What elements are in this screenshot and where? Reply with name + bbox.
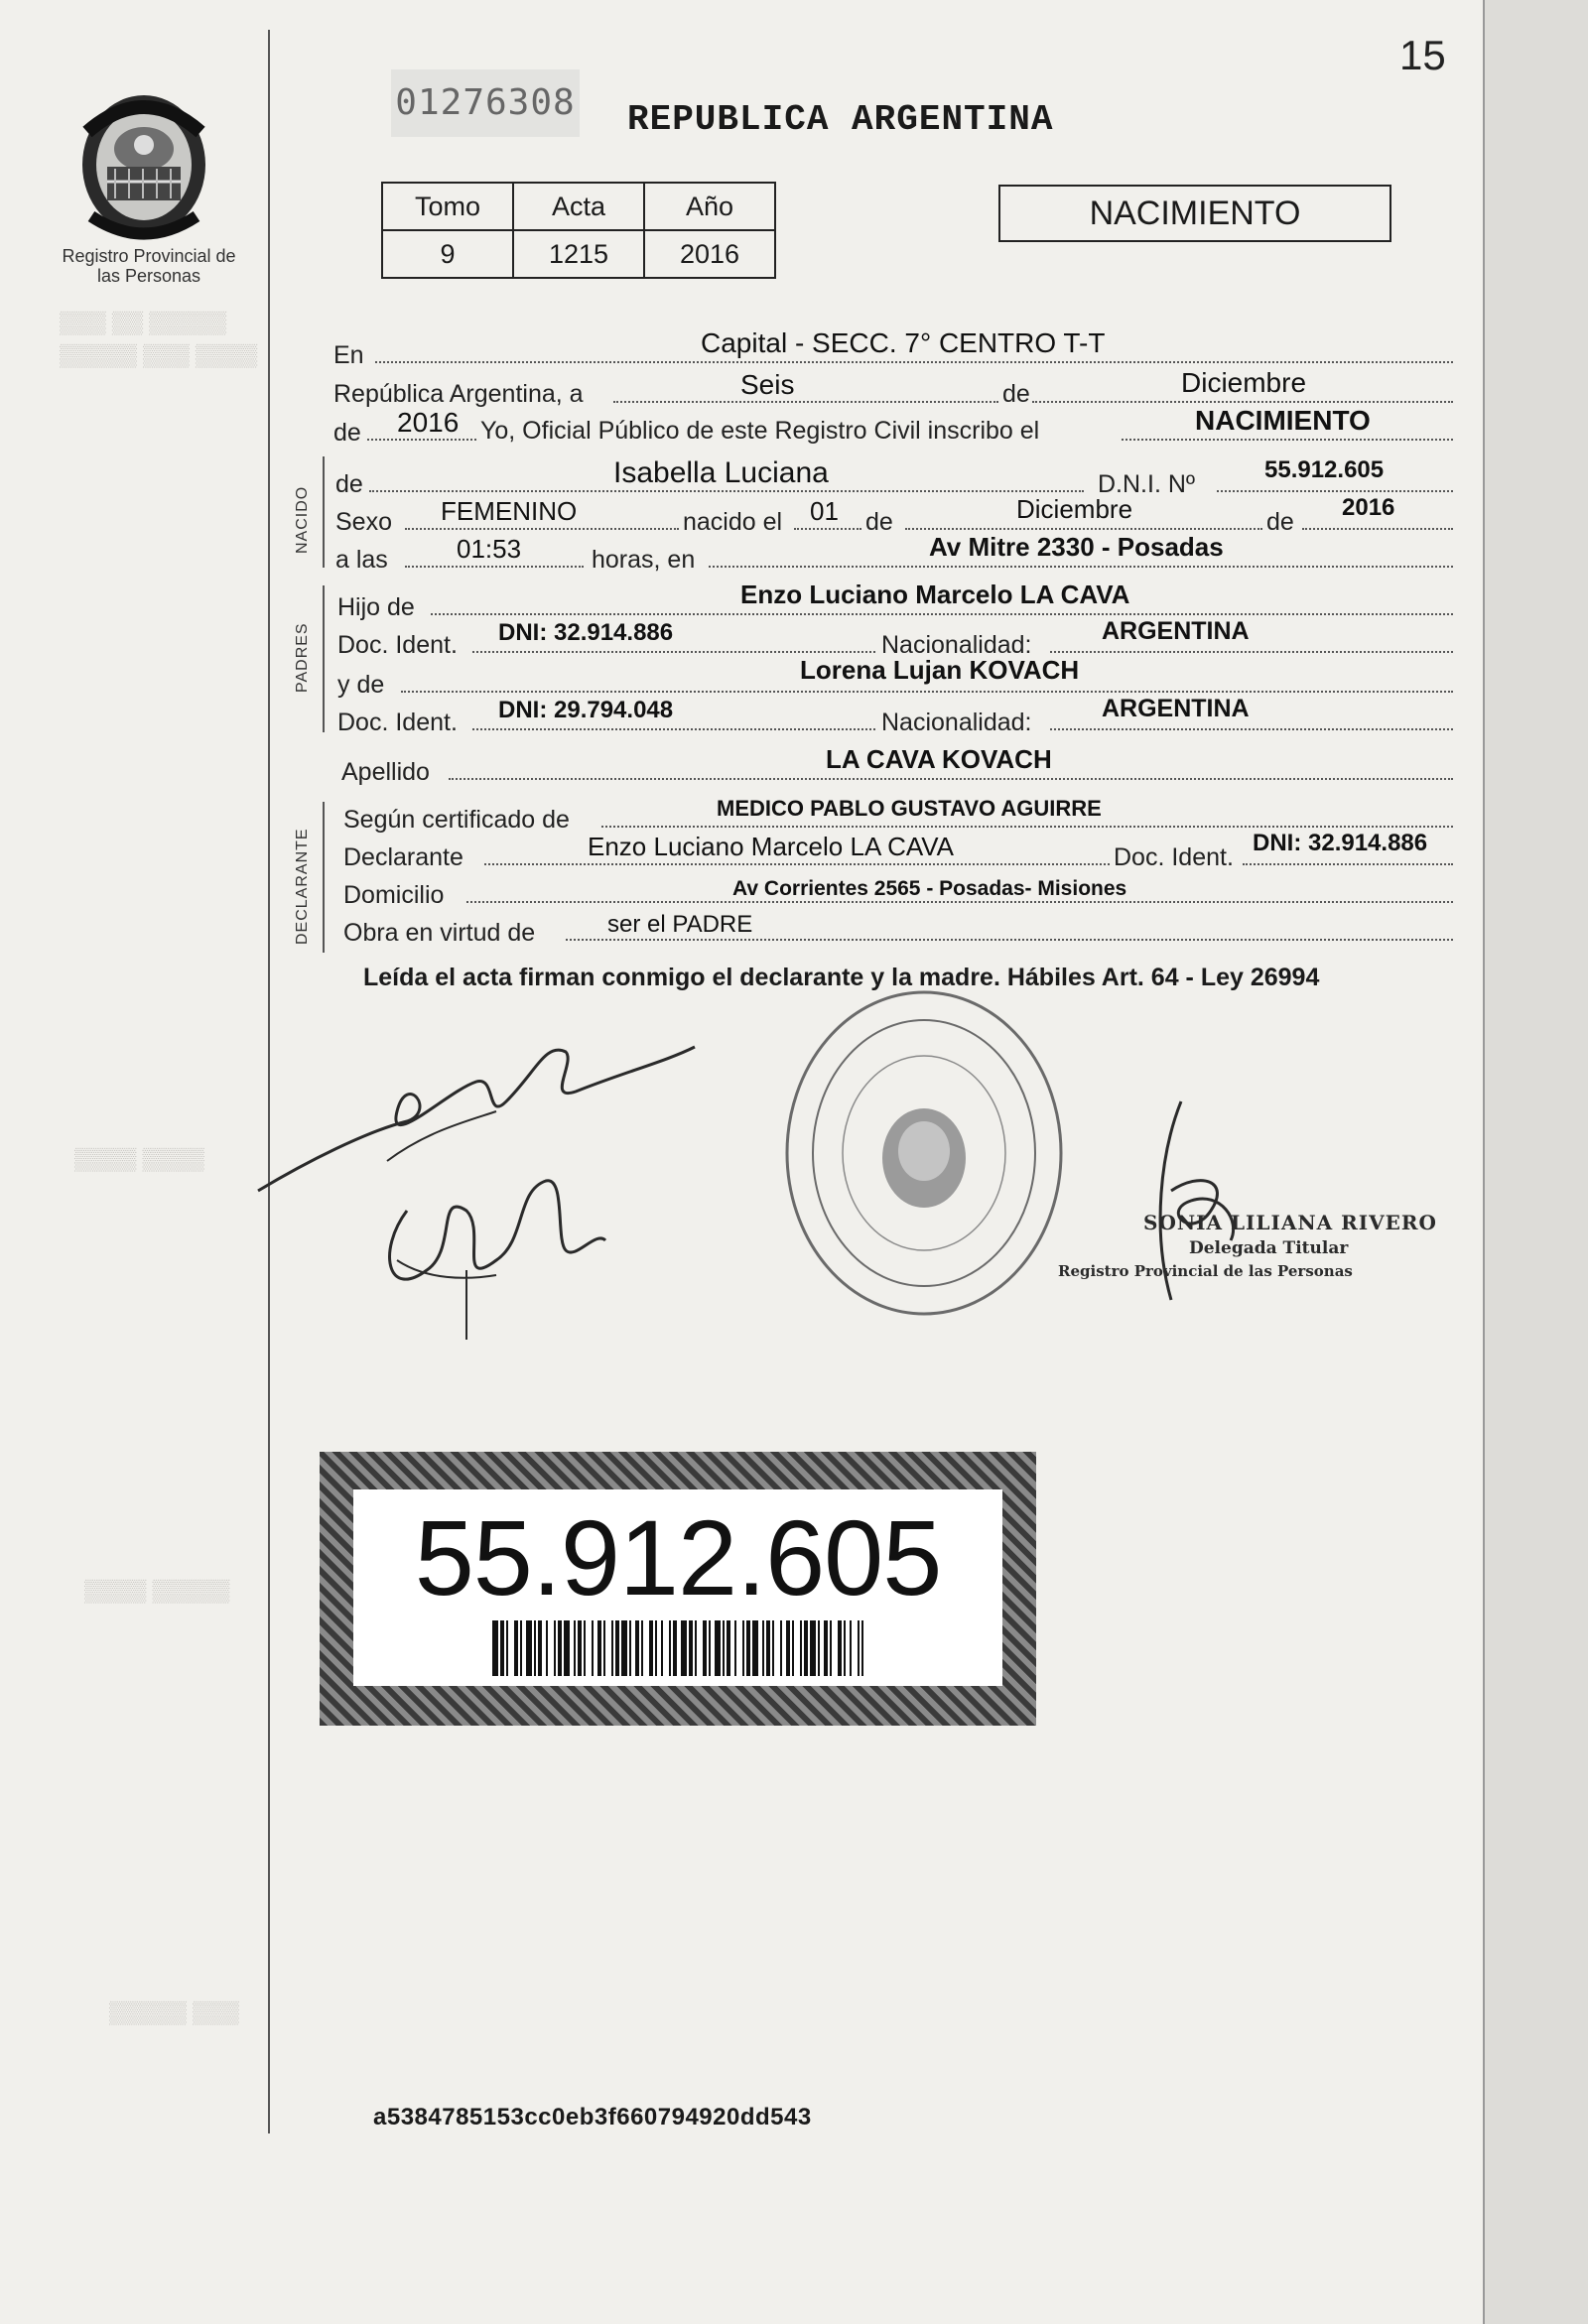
barcode-bar [669, 1620, 671, 1676]
section-bracket [323, 456, 325, 568]
barcode-bar [766, 1620, 770, 1676]
barcode-number: 55.912.605 [414, 1497, 942, 1617]
official-role: Delegada Titular [1189, 1238, 1349, 1258]
barcode-bar [723, 1620, 725, 1676]
table-header-ano: Año [644, 183, 775, 230]
value-obra: ser el PADRE [607, 911, 753, 938]
label-domicilio: Domicilio [343, 881, 445, 909]
dotted-line [1243, 863, 1453, 865]
dotted-line [375, 361, 1453, 363]
official-office: Registro Provincial de las Personas [1058, 1262, 1353, 1280]
label-doc-ident: Doc. Ident. [337, 631, 458, 659]
barcode-bar [780, 1620, 782, 1676]
value-nac-mes: Diciembre [1016, 494, 1133, 524]
barcode-bar [838, 1620, 842, 1676]
serial-stamp: 01276308 [391, 69, 580, 137]
province-shield-logo [77, 87, 211, 241]
record-type-box: NACIMIENTO [998, 185, 1391, 242]
page-number: 15 [1399, 32, 1446, 78]
value-madre-doc: DNI: 29.794.048 [498, 697, 674, 723]
barcode-bar [715, 1620, 721, 1676]
barcode-bar [538, 1620, 542, 1676]
barcode-bar [526, 1620, 532, 1676]
label-dni: D.N.I. Nº [1098, 470, 1196, 498]
dotted-line [472, 728, 875, 730]
value-declarante-doc: DNI: 32.914.886 [1253, 830, 1428, 856]
barcode-bar [681, 1620, 687, 1676]
label-a-las: a las [335, 546, 388, 574]
barcode-bar [546, 1620, 548, 1676]
country-title: REPUBLICA ARGENTINA [627, 99, 1054, 140]
barcode-bars [492, 1620, 863, 1676]
barcode-bar [564, 1620, 570, 1676]
official-signature [1131, 1092, 1251, 1310]
barcode-bar [824, 1620, 828, 1676]
barcode-bar [492, 1620, 498, 1676]
barcode-bar [800, 1620, 802, 1676]
value-dni: 55.912.605 [1264, 456, 1385, 483]
barcode-bar [597, 1620, 601, 1676]
dotted-line [613, 401, 998, 403]
barcode-bar [520, 1620, 522, 1676]
dotted-line [449, 778, 1453, 780]
barcode-bar [689, 1620, 693, 1676]
barcode-bar [752, 1620, 758, 1676]
barcode-bar [734, 1620, 736, 1676]
value-apellido: LA CAVA KOVACH [826, 744, 1052, 774]
dotted-line [1032, 401, 1453, 403]
barcode-bar [695, 1620, 697, 1676]
value-nac-anio: 2016 [1342, 494, 1395, 521]
dotted-line [369, 490, 1084, 492]
bleed-through: ▒▒▒ ▒▒ ▒▒▒▒▒ [60, 310, 227, 334]
barcode-bar [804, 1620, 808, 1676]
value-domicilio: Av Corrientes 2565 - Posadas- Misiones [732, 877, 1127, 900]
barcode-bar [861, 1620, 863, 1676]
barcode-bar [858, 1620, 860, 1676]
value-certificado: MEDICO PABLO GUSTAVO AGUIRRE [717, 796, 1102, 821]
dotted-line [401, 691, 1453, 693]
barcode-bar [673, 1620, 677, 1676]
barcode-bar [830, 1620, 832, 1676]
label-segun: Según certificado de [343, 806, 570, 834]
dotted-line [1302, 528, 1453, 530]
barcode-bar [584, 1620, 586, 1676]
barcode-bar [603, 1620, 605, 1676]
dotted-line [431, 613, 1453, 615]
label-nacionalidad: Nacionalidad: [881, 631, 1032, 659]
label-hijo-de: Hijo de [337, 593, 415, 621]
official-name: SONIA LILIANA RIVERO [1143, 1211, 1437, 1234]
barcode-bar [850, 1620, 852, 1676]
value-dia: Seis [740, 369, 795, 400]
barcode-bar [786, 1620, 790, 1676]
barcode-bar [578, 1620, 582, 1676]
label-horas: horas, en [592, 546, 696, 574]
barcode-bar [742, 1620, 744, 1676]
label-y-de: y de [337, 671, 385, 699]
dotted-line [1217, 490, 1453, 492]
label-obra: Obra en virtud de [343, 919, 536, 947]
label-nacido: nacido el [683, 508, 783, 536]
barcode-bar [727, 1620, 730, 1676]
section-label-nacido: NACIDO [294, 485, 311, 554]
table-value-acta: 1215 [513, 230, 644, 278]
barcode-bar [629, 1620, 631, 1676]
dotted-line [601, 826, 1453, 828]
barcode-bar [615, 1620, 619, 1676]
table-header-tomo: Tomo [382, 183, 513, 230]
value-anio: 2016 [397, 407, 460, 438]
page-edge [1483, 0, 1485, 2324]
label-republica: República Argentina, a [333, 380, 584, 408]
label-de: de [1002, 380, 1030, 408]
barcode-bar [558, 1620, 562, 1676]
bleed-through: ▒▒▒▒▒ ▒▒▒ [109, 2000, 239, 2024]
scan-margin [1484, 0, 1588, 2324]
value-madre: Lorena Lujan KOVACH [800, 655, 1080, 685]
label-de5: de [1266, 508, 1294, 536]
label-apellido: Apellido [341, 758, 430, 786]
label-de4: de [865, 508, 893, 536]
value-sexo: FEMENINO [441, 496, 578, 526]
value-domicilio-nac: Av Mitre 2330 - Posadas [929, 532, 1224, 562]
table-value-tomo: 9 [382, 230, 513, 278]
barcode-bar [661, 1620, 663, 1676]
barcode-bar [746, 1620, 750, 1676]
table-value-ano: 2016 [644, 230, 775, 278]
label-doc-ident3: Doc. Ident. [1114, 843, 1234, 871]
value-padre-doc: DNI: 32.914.886 [498, 619, 674, 646]
barcode-bar [810, 1620, 816, 1676]
dotted-line [1050, 651, 1453, 653]
barcode-label [320, 1452, 1036, 1726]
dotted-line [1050, 728, 1453, 730]
mother-signature [367, 1151, 625, 1350]
value-mes: Diciembre [1181, 367, 1307, 398]
barcode-bar [649, 1620, 653, 1676]
label-yo: Yo, Oficial Público de este Registro Civil inscribo el [480, 417, 1040, 445]
label-declarante: Declarante [343, 843, 463, 871]
section-label-padres: PADRES [294, 622, 311, 693]
bleed-through: ▒▒▒▒▒ ▒▒▒ ▒▒▒▒ [60, 342, 258, 367]
barcode-bar [621, 1620, 627, 1676]
barcode-bar [534, 1620, 536, 1676]
barcode-bar [844, 1620, 846, 1676]
barcode-bar [655, 1620, 657, 1676]
section-label-declarante: DECLARANTE [294, 828, 311, 945]
logo-caption: Registro Provincial de las Personas [62, 246, 236, 286]
dotted-line [484, 863, 1110, 865]
dotted-line [794, 528, 861, 530]
dotted-line [709, 566, 1453, 568]
document-hash: a5384785153cc0eb3f660794920dd543 [373, 2104, 812, 2130]
label-de2: de [333, 419, 361, 447]
section-bracket [323, 802, 325, 953]
value-hora: 01:53 [457, 534, 522, 564]
value-declarante: Enzo Luciano Marcelo LA CAVA [588, 832, 955, 861]
barcode-bar [635, 1620, 639, 1676]
official-seal-stamp [780, 984, 1068, 1322]
barcode-bar [554, 1620, 556, 1676]
bleed-through: ▒▒▒▒ ▒▒▒▒ [74, 1146, 204, 1171]
dotted-line [367, 439, 476, 441]
label-de3: de [335, 470, 363, 498]
value-madre-nac: ARGENTINA [1102, 695, 1250, 722]
barcode-bar [709, 1620, 711, 1676]
value-nac-dia: 01 [810, 496, 839, 526]
value-padre: Enzo Luciano Marcelo LA CAVA [740, 580, 1130, 609]
barcode-bar [641, 1620, 643, 1676]
label-sexo: Sexo [335, 508, 392, 536]
closing-statement: Leída el acta firman conmigo el declarante y la madre. Hábiles Art. 64 - Ley 26994 [363, 964, 1320, 991]
value-lugar: Capital - SECC. 7° CENTRO T-T [701, 327, 1106, 358]
dotted-line [472, 651, 875, 653]
label-nacionalidad2: Nacionalidad: [881, 709, 1032, 736]
bleed-through: ▒▒▒▒ ▒▒▒▒▒ [84, 1578, 230, 1603]
barcode-bar [818, 1620, 820, 1676]
barcode-bar [772, 1620, 774, 1676]
barcode-bar [703, 1620, 707, 1676]
dotted-line [1122, 439, 1453, 441]
section-bracket [323, 585, 325, 732]
barcode-bar [514, 1620, 518, 1676]
barcode-bar [611, 1620, 613, 1676]
label-en: En [333, 341, 364, 369]
dotted-line [905, 528, 1262, 530]
barcode-bar [792, 1620, 794, 1676]
barcode-panel [353, 1489, 1002, 1686]
dotted-line [405, 528, 679, 530]
tomo-acta-ano-table [381, 182, 776, 279]
table-header-acta: Acta [513, 183, 644, 230]
label-doc-ident2: Doc. Ident. [337, 709, 458, 736]
dotted-line [405, 566, 584, 568]
dotted-line [466, 901, 1453, 903]
barcode-bar [592, 1620, 594, 1676]
value-nombre: Isabella Luciana [613, 456, 829, 489]
barcode-bar [500, 1620, 504, 1676]
value-inscripcion: NACIMIENTO [1195, 405, 1371, 436]
barcode-bar [574, 1620, 576, 1676]
barcode-bar [762, 1620, 764, 1676]
dotted-line [566, 939, 1453, 941]
value-padre-nac: ARGENTINA [1102, 617, 1250, 645]
barcode-bar [506, 1620, 508, 1676]
